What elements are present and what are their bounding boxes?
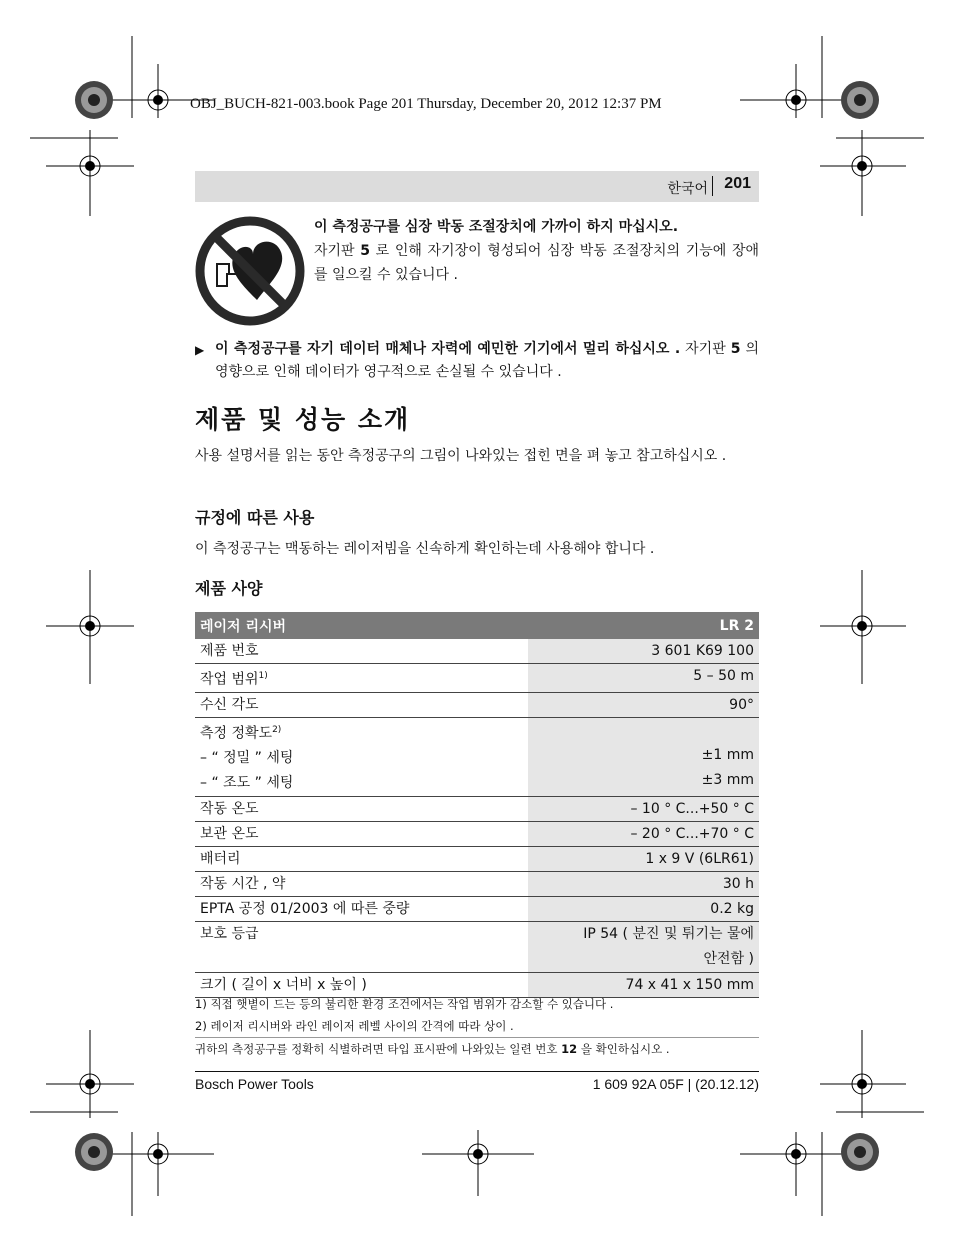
header-divider (712, 176, 713, 196)
table-row: 제품 번호 3 601 K69 100 (195, 639, 759, 664)
intro-text: 사용 설명서를 읽는 동안 측정공구의 그림이 나와있는 접힌 면을 펴 놓고 참고하십시오 . (195, 448, 727, 464)
page-header (195, 171, 759, 202)
ref-number: 5 (360, 243, 370, 259)
magnetic-warning: ▶ 이 측정공구를 자기 데이터 매체나 자력에 예민한 기기에서 멀리 하십시오 . 자기판 5 의 영향으로 인해 데이터가 영구적으로 손실될 수 있습니다 . (195, 341, 759, 380)
pacemaker-warning (314, 215, 759, 287)
table-header-row (195, 612, 759, 639)
bullet-bold-text: 이 측정공구를 자기 데이터 매체나 자력에 예민한 기기에서 멀리 하십시오 . (215, 341, 681, 357)
table-row: 측정 정확도$^{2)}$ – “ 정밀 ” 세팅 – “ 조도 ” 세팅 ±1 mm ±3 mm (195, 717, 759, 797)
no-pacemaker-icon (195, 216, 305, 326)
table-row: 작동 시간 , 약 30 h (195, 872, 759, 897)
specs-heading: 제품 사양 (195, 579, 263, 598)
table-row: 수신 각도 90° (195, 692, 759, 717)
intended-use-text: 이 측정공구는 맥동하는 레이저빔을 신속하게 확인하는데 사용해야 합니다 . (195, 541, 655, 557)
bullet-arrow-icon: ▶ (195, 343, 205, 357)
serial-note: 귀하의 측정공구를 정확히 식별하려면 타입 표시판에 나와있는 일련 번호 12 을 확인하십시오 . (195, 1037, 759, 1060)
warning-text: 자기판 5 로 인해 자기장이 형성되어 심장 박동 조절장치의 기능에 장애를 일으킬 수 있습니다 . (314, 243, 759, 283)
table-row: 보호 등급 IP 54 ( 분진 및 튀기는 물에 안전함 ) (195, 922, 759, 973)
table-row: EPTA 공정 01/2003 에 따른 중량 0.2 kg (195, 897, 759, 922)
specs-table (195, 612, 759, 998)
table-row: 보관 온도 – 20 ° C...+70 ° C (195, 822, 759, 847)
print-header: OBJ_BUCH-821-003.book Page 201 Thursday, December 20, 2012 12:37 PM (190, 96, 662, 112)
footer-brand: Bosch Power Tools (195, 1076, 314, 1092)
footer-doc-number: 1 609 92A 05F | (20.12.12) (592, 1076, 759, 1092)
ref-number: 5 (730, 341, 741, 357)
table-header-label: 레이저 리시버 (195, 612, 528, 639)
footnote-2: 2) 레이저 리시버와 라인 레이저 레벨 사이의 간격에 따라 상이 . (195, 1019, 514, 1033)
table-row: 크기 ( 길이 x 너비 x 높이 ) 74 x 41 x 150 mm (195, 973, 759, 998)
table-row: 배터리 1 x 9 V (6LR61) (195, 847, 759, 872)
table-row: 작동 온도 – 10 ° C...+50 ° C (195, 797, 759, 822)
header-page-number: 201 (724, 175, 751, 192)
footer-rule (195, 1071, 759, 1072)
warning-title: 이 측정공구를 심장 박동 조절장치에 가까이 하지 마십시오. (314, 219, 679, 235)
table-header-model: LR 2 (528, 612, 759, 639)
table-row: 작업 범위$^{1)}$ 5 – 50 m (195, 664, 759, 693)
footnotes (195, 993, 759, 1060)
header-language: 한국어 (667, 181, 708, 197)
footnote-1: 1) 직접 햇볕이 드는 등의 불리한 환경 조건에서는 작업 범위가 감소할 수 있습니다 . (195, 997, 614, 1011)
intended-use-heading: 규정에 따른 사용 (195, 508, 315, 527)
section-title: 제품 및 성능 소개 (195, 405, 411, 434)
